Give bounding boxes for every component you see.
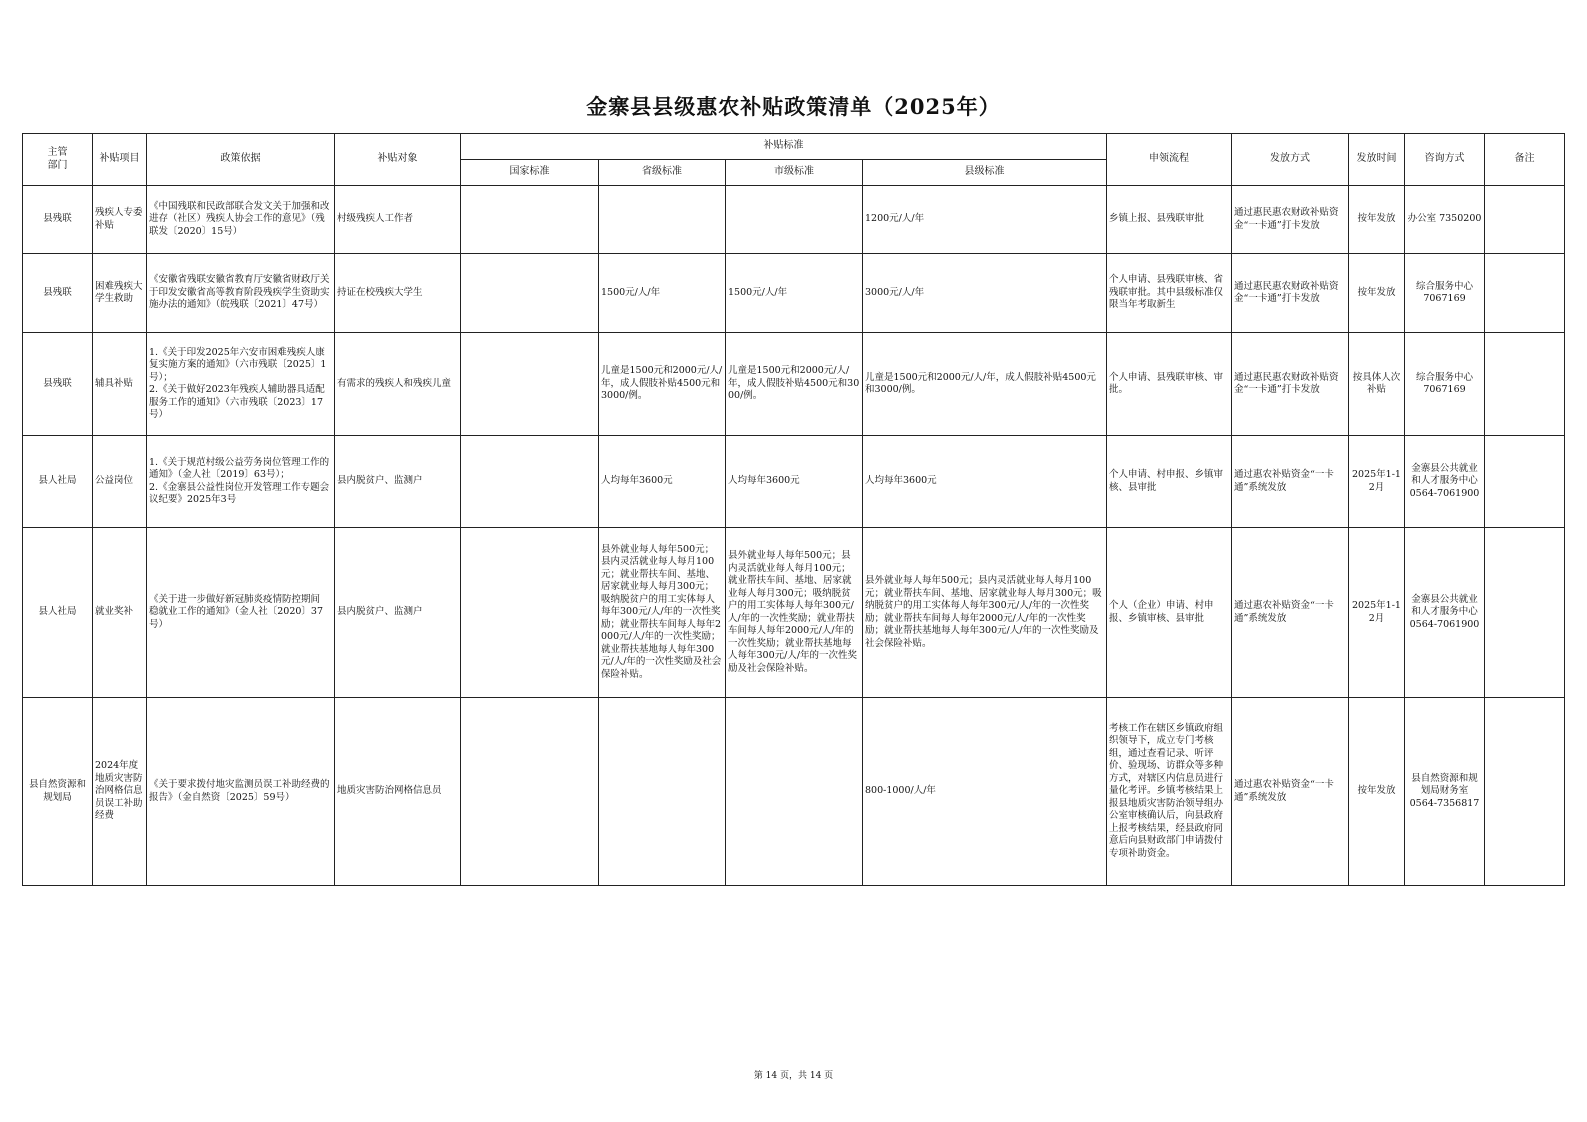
cell-method: 通过惠民惠农财政补贴资金“一卡通”打卡发放 [1232,186,1349,254]
cell-item: 就业奖补 [93,528,147,698]
cell-target: 有需求的残疾人和残疾儿童 [335,333,461,436]
cell-dept: 县人社局 [23,436,93,528]
header-provincial: 省级标准 [599,160,726,186]
table-row [23,698,1565,886]
cell-contact: 金寨县公共就业和人才服务中心 0564-7061900 [1405,436,1485,528]
header-national: 国家标准 [461,160,599,186]
cell-national [461,528,599,698]
cell-time: 按年发放 [1349,254,1405,333]
header-standard: 补贴标准 [461,134,1107,160]
cell-county: 3000元/人/年 [863,254,1107,333]
table-row [23,528,1565,698]
cell-method: 通过惠民惠农财政补贴资金“一卡通”打卡发放 [1232,333,1349,436]
cell-provincial: 县外就业每人每年500元；县内灵活就业每人每月100元；就业帮扶车间、基地、居家就业每人每月300元；吸纳脱贫户的用工实体每人每年300元/人/年的一次性奖励；就业帮扶车间每人每年2000元/人/年的一次性奖励；就业帮扶基地每人每年300元/人/年的一次性奖励及社会保险补贴。 [599,528,726,698]
cell-contact: 综合服务中心 7067169 [1405,333,1485,436]
header-time: 发放时间 [1349,134,1405,186]
cell-basis: 1.《关于印发2025年六安市困难残疾人康复实施方案的通知》（六市残联〔2025〕1号）； 2.《关于做好2023年残疾人辅助器具适配服务工作的通知》（六市残联〔2023〕17号） [147,333,335,436]
cell-note [1485,436,1565,528]
cell-item: 公益岗位 [93,436,147,528]
cell-time: 按年发放 [1349,186,1405,254]
cell-process: 个人（企业）申请、村申报、乡镇审核、县审批 [1107,528,1232,698]
cell-national [461,698,599,886]
cell-target: 村级残疾人工作者 [335,186,461,254]
cell-target: 持证在校残疾大学生 [335,254,461,333]
cell-national [461,333,599,436]
header-basis: 政策依据 [147,134,335,186]
cell-city [726,698,863,886]
table-row [23,186,1565,254]
cell-national [461,254,599,333]
cell-county: 800-1000/人/年 [863,698,1107,886]
header-target: 补贴对象 [335,134,461,186]
cell-method: 通过惠农补贴资金“一卡通”系统发放 [1232,436,1349,528]
cell-process: 个人申请、县残联审核、审批。 [1107,333,1232,436]
cell-process: 考核工作在辖区乡镇政府组织领导下，成立专门考核组，通过查看记录、听评价、验现场、访群众等多种方式，对辖区内信息员进行量化考评。乡镇考核结果上报县地质灾害防治领导组办公室审核确认后，向县政府上报考核结果，经县政府同意后向县财政部门申请拨付专项补助资金。 [1107,698,1232,886]
cell-process: 个人申请、村申报、乡镇审核、县审批 [1107,436,1232,528]
page-title: 金寨县县级惠农补贴政策清单（2025年） [586,94,1001,119]
cell-time: 按具体人次补贴 [1349,333,1405,436]
cell-city: 人均每年3600元 [726,436,863,528]
header-method: 发放方式 [1232,134,1349,186]
cell-dept: 县残联 [23,254,93,333]
cell-contact: 县自然资源和规划局财务室 0564-7356817 [1405,698,1485,886]
cell-method: 通过惠民惠农财政补贴资金“一卡通”打卡发放 [1232,254,1349,333]
header-note: 备注 [1485,134,1565,186]
cell-contact: 综合服务中心 7067169 [1405,254,1485,333]
cell-county: 1200元/人/年 [863,186,1107,254]
cell-method: 通过惠农补贴资金“一卡通”系统发放 [1232,528,1349,698]
policy-table [22,133,1565,886]
table-row [23,333,1565,436]
cell-target: 地质灾害防治网格信息员 [335,698,461,886]
cell-target: 县内脱贫户、监测户 [335,436,461,528]
cell-basis: 1.《关于规范村级公益劳务岗位管理工作的通知》（金人社〔2019〕63号）； 2.《金寨县公益性岗位开发管理工作专题会议纪要》2025年3号 [147,436,335,528]
cell-city [726,186,863,254]
cell-county: 县外就业每人每年500元；县内灵活就业每人每月100元；就业帮扶车间、基地、居家就业每人每月300元；吸纳脱贫户的用工实体每人每年300元/人/年的一次性奖励；就业帮扶车间每人每年2000元/人/年的一次性奖励；就业帮扶基地每人每年300元/人/年的一次性奖励及社会保险补贴。 [863,528,1107,698]
page-footer: 第 14 页，共 14 页 [753,1071,834,1081]
cell-process: 个人申请、县残联审核、省残联审批。其中县级标准仅限当年考取新生 [1107,254,1232,333]
cell-basis: 《关于进一步做好新冠肺炎疫情防控期间 稳就业工作的通知》（金人社〔2020〕37号） [147,528,335,698]
cell-provincial: 人均每年3600元 [599,436,726,528]
cell-dept: 县残联 [23,186,93,254]
cell-city: 县外就业每人每年500元；县内灵活就业每人每月100元；就业帮扶车间、基地、居家就业每人每月300元；吸纳脱贫户的用工实体每人每年300元/人/年的一次性奖励；就业帮扶车间每人每年2000元/人/年的一次性奖励；就业帮扶基地每人每年300元/人/年的一次性奖励及社会保险补贴。 [726,528,863,698]
cell-target: 县内脱贫户、监测户 [335,528,461,698]
cell-note [1485,254,1565,333]
cell-note [1485,528,1565,698]
cell-provincial: 儿童是1500元和2000元/人/年，成人假肢补贴4500元和3000/例。 [599,333,726,436]
cell-provincial [599,698,726,886]
cell-dept: 县残联 [23,333,93,436]
cell-item: 2024年度地质灾害防治网格信息员误工补助经费 [93,698,147,886]
header-contact: 咨询方式 [1405,134,1485,186]
cell-provincial: 1500元/人/年 [599,254,726,333]
cell-dept: 县自然资源和规划局 [23,698,93,886]
cell-city: 儿童是1500元和2000元/人/年，成人假肢补贴4500元和3000/例。 [726,333,863,436]
cell-time: 2025年1-12月 [1349,528,1405,698]
cell-county: 人均每年3600元 [863,436,1107,528]
cell-basis: 《关于要求拨付地灾监测员误工补助经费的报告》（金自然资〔2025〕59号） [147,698,335,886]
cell-provincial [599,186,726,254]
cell-city: 1500元/人/年 [726,254,863,333]
cell-basis: 《安徽省残联安徽省教育厅安徽省财政厅关于印发安徽省高等教育阶段残疾学生资助实施办法的通知》（皖残联〔2021〕47号） [147,254,335,333]
cell-contact: 金寨县公共就业和人才服务中心 0564-7061900 [1405,528,1485,698]
header-item: 补贴项目 [93,134,147,186]
header-dept: 主管 部门 [23,134,93,186]
cell-national [461,436,599,528]
cell-county: 儿童是1500元和2000元/人/年，成人假肢补贴4500元和3000/例。 [863,333,1107,436]
cell-note [1485,698,1565,886]
cell-time: 按年发放 [1349,698,1405,886]
table-row [23,254,1565,333]
cell-item: 残疾人专委补贴 [93,186,147,254]
cell-note [1485,333,1565,436]
cell-dept: 县人社局 [23,528,93,698]
cell-basis: 《中国残联和民政部联合发文关于加强和改进存（社区）残疾人协会工作的意见》（残联发〔2020〕15号） [147,186,335,254]
cell-item: 困难残疾大学生救助 [93,254,147,333]
header-process: 申领流程 [1107,134,1232,186]
cell-time: 2025年1-12月 [1349,436,1405,528]
header-county: 县级标准 [863,160,1107,186]
cell-method: 通过惠农补贴资金“一卡通”系统发放 [1232,698,1349,886]
cell-process: 乡镇上报、县残联审批 [1107,186,1232,254]
cell-contact: 办公室 7350200 [1405,186,1485,254]
table-row [23,436,1565,528]
cell-note [1485,186,1565,254]
cell-national [461,186,599,254]
cell-item: 辅具补贴 [93,333,147,436]
header-city: 市级标准 [726,160,863,186]
